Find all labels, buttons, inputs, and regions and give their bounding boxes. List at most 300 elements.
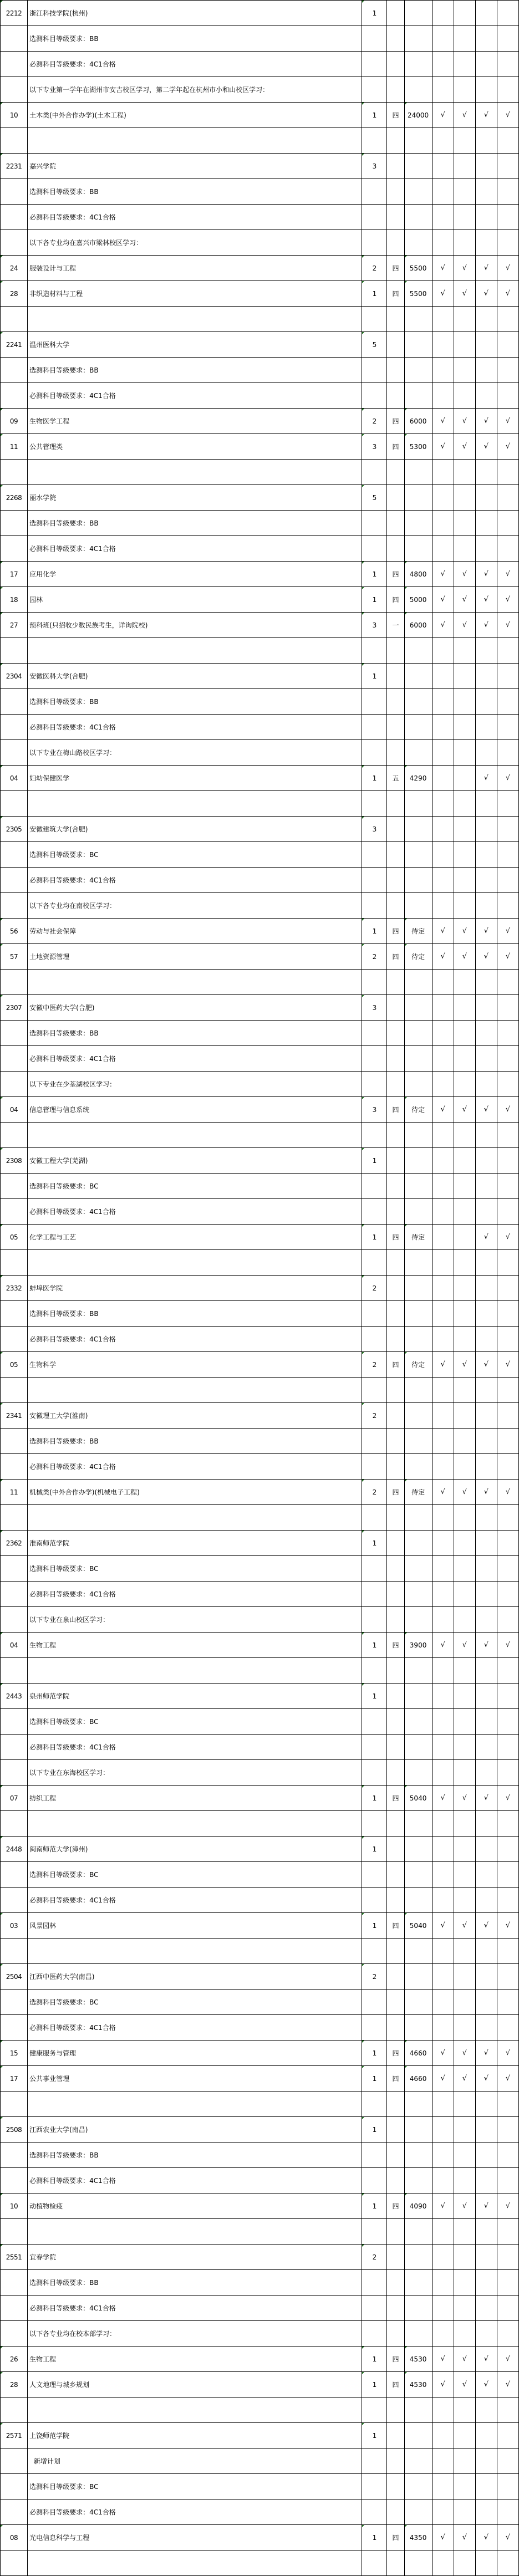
check-cell [475, 1480, 497, 1505]
fee-cell [404, 1939, 432, 1964]
years-cell [387, 2117, 404, 2143]
check-cell [432, 2474, 454, 2500]
check-cell [497, 893, 518, 919]
fee-cell [404, 970, 432, 995]
check-cell [475, 511, 497, 536]
years-cell [387, 2015, 404, 2041]
check-cell [497, 638, 518, 664]
check-cell [454, 638, 475, 664]
quota-cell [362, 1199, 387, 1225]
code-cell: 05 [1, 1352, 28, 1378]
check-cell [497, 460, 518, 485]
check-cell [432, 1556, 454, 1582]
check-cell [497, 1862, 518, 1888]
years-cell [387, 332, 404, 358]
code-cell [1, 2449, 28, 2474]
check-cell [454, 52, 475, 77]
fee-cell: 4530 [404, 2347, 432, 2372]
major-row [1, 1633, 519, 1658]
check-cell [432, 2143, 454, 2168]
check-cell [475, 766, 497, 791]
check-cell [432, 1225, 454, 1250]
check-cell [454, 1352, 475, 1378]
note-cell [28, 791, 362, 817]
check-mark-icon: √ [462, 264, 467, 272]
quota-cell [362, 1046, 387, 1072]
school-name-cell: 泉州师范学院 [28, 1684, 362, 1709]
check-cell [432, 970, 454, 995]
check-cell [475, 1505, 497, 1531]
note-cell: 必测科目等级要求：4C1合格 [28, 2168, 362, 2194]
check-cell [475, 1582, 497, 1607]
check-cell [432, 944, 454, 970]
check-cell [475, 1148, 497, 1174]
major-row [1, 1913, 519, 1939]
code-cell [1, 1939, 28, 1964]
check-mark-icon: √ [440, 289, 445, 298]
quota-cell: 5 [362, 332, 387, 358]
check-cell [475, 1684, 497, 1709]
code-cell [1, 2321, 28, 2347]
note-row [1, 2296, 519, 2321]
check-mark-icon: √ [440, 2074, 445, 2083]
major-row [1, 103, 519, 128]
code-cell: 10 [1, 103, 28, 128]
check-cell [475, 562, 497, 587]
check-mark-icon: √ [505, 927, 511, 935]
check-mark-icon: √ [462, 1360, 467, 1369]
check-cell [497, 1888, 518, 1913]
check-cell [454, 1327, 475, 1352]
check-cell [475, 1046, 497, 1072]
check-mark-icon: √ [505, 595, 511, 604]
check-cell [454, 2398, 475, 2423]
check-cell [475, 256, 497, 281]
code-cell: 56 [1, 919, 28, 944]
check-cell [454, 154, 475, 179]
check-cell [432, 2066, 454, 2092]
check-mark-icon: √ [484, 595, 489, 604]
check-cell [454, 715, 475, 740]
code-cell [1, 307, 28, 332]
check-cell [497, 409, 518, 434]
note-cell [28, 2398, 362, 2423]
check-cell [475, 2219, 497, 2245]
quota-cell [362, 638, 387, 664]
quota-cell: 1 [362, 1837, 387, 1862]
major-row [1, 281, 519, 307]
check-cell [475, 1735, 497, 1760]
check-mark-icon: √ [505, 1233, 511, 1241]
check-cell [497, 281, 518, 307]
check-cell [497, 1505, 518, 1531]
years-cell: 四 [387, 2347, 404, 2372]
check-cell [432, 1607, 454, 1633]
school-name-cell: 丽水学院 [28, 485, 362, 511]
check-mark-icon: √ [462, 111, 467, 119]
note-row [1, 2449, 519, 2474]
note-row [1, 1454, 519, 1480]
code-cell [1, 230, 28, 256]
code-cell: 2362 [1, 1531, 28, 1556]
code-cell [1, 2015, 28, 2041]
check-mark-icon: √ [462, 2074, 467, 2083]
years-cell [387, 77, 404, 103]
check-cell [454, 1072, 475, 1097]
check-cell [432, 2423, 454, 2449]
check-cell [454, 26, 475, 52]
code-cell: 04 [1, 766, 28, 791]
code-cell: 28 [1, 2372, 28, 2398]
check-cell [475, 2245, 497, 2270]
check-cell [432, 2194, 454, 2219]
fee-cell [404, 1531, 432, 1556]
code-cell [1, 1301, 28, 1327]
quota-cell [362, 1021, 387, 1046]
check-cell [454, 1097, 475, 1123]
years-cell: 四 [387, 1225, 404, 1250]
check-cell [454, 791, 475, 817]
check-mark-icon: √ [462, 1105, 467, 1114]
check-cell [497, 1658, 518, 1684]
code-cell: 2332 [1, 1276, 28, 1301]
blank-row [1, 1505, 519, 1531]
check-cell [432, 2551, 454, 2576]
fee-cell [404, 128, 432, 154]
check-cell [475, 2347, 497, 2372]
check-mark-icon: √ [484, 111, 489, 119]
check-cell [497, 511, 518, 536]
major-row [1, 2347, 519, 2372]
check-cell [475, 919, 497, 944]
years-cell: 五 [387, 766, 404, 791]
check-cell [497, 766, 518, 791]
quota-cell: 2 [362, 1964, 387, 1990]
check-mark-icon: √ [462, 442, 467, 451]
quota-cell: 5 [362, 485, 387, 511]
code-cell [1, 358, 28, 383]
fee-cell: 4800 [404, 562, 432, 587]
note-cell [28, 1811, 362, 1837]
years-cell [387, 1378, 404, 1403]
check-cell [475, 1225, 497, 1250]
code-cell [1, 791, 28, 817]
check-cell [454, 2066, 475, 2092]
years-cell [387, 1990, 404, 2015]
check-cell [475, 970, 497, 995]
check-cell [432, 511, 454, 536]
fee-cell [404, 2474, 432, 2500]
check-cell [475, 1990, 497, 2015]
check-mark-icon: √ [440, 2380, 445, 2389]
years-cell: 四 [387, 2041, 404, 2066]
quota-cell [362, 77, 387, 103]
check-cell [497, 919, 518, 944]
years-cell: 四 [387, 1480, 404, 1505]
years-cell [387, 1174, 404, 1199]
blank-row [1, 460, 519, 485]
note-row [1, 2500, 519, 2525]
fee-cell [404, 1327, 432, 1352]
major-row [1, 2372, 519, 2398]
quota-cell: 1 [362, 766, 387, 791]
code-cell: 03 [1, 1913, 28, 1939]
quota-cell: 1 [362, 1633, 387, 1658]
years-cell [387, 1327, 404, 1352]
check-mark-icon: √ [505, 2380, 511, 2389]
school-row [1, 1531, 519, 1556]
check-cell [475, 791, 497, 817]
check-cell [475, 2551, 497, 2576]
check-cell [432, 2015, 454, 2041]
quota-cell: 1 [362, 103, 387, 128]
fee-cell [404, 1250, 432, 1276]
note-cell: 选测科目等级要求：BB [28, 1021, 362, 1046]
note-row [1, 2015, 519, 2041]
quota-cell [362, 1429, 387, 1454]
check-cell [432, 536, 454, 562]
check-cell [475, 307, 497, 332]
check-cell [497, 715, 518, 740]
check-cell [432, 485, 454, 511]
check-cell [497, 332, 518, 358]
check-mark-icon: √ [462, 1921, 467, 1930]
check-cell [475, 689, 497, 715]
fee-cell [404, 2398, 432, 2423]
years-cell [387, 2500, 404, 2525]
check-cell [432, 77, 454, 103]
quota-cell [362, 1990, 387, 2015]
check-cell [475, 1454, 497, 1480]
check-mark-icon: √ [505, 2074, 511, 2083]
fee-cell: 5500 [404, 281, 432, 307]
years-cell [387, 1709, 404, 1735]
quota-cell [362, 460, 387, 485]
fee-cell: 4660 [404, 2066, 432, 2092]
check-cell [432, 1429, 454, 1454]
check-cell [497, 307, 518, 332]
major-name-cell: 健康服务与管理 [28, 2041, 362, 2066]
fee-cell [404, 1174, 432, 1199]
check-cell [497, 103, 518, 128]
check-cell [454, 995, 475, 1021]
check-cell [497, 817, 518, 842]
check-cell [432, 664, 454, 689]
note-row [1, 1556, 519, 1582]
check-cell [454, 817, 475, 842]
code-cell: 2212 [1, 1, 28, 26]
fee-cell [404, 1888, 432, 1913]
major-row [1, 562, 519, 587]
quota-cell [362, 1174, 387, 1199]
check-cell [475, 2194, 497, 2219]
years-cell [387, 1250, 404, 1276]
quota-cell [362, 1607, 387, 1633]
code-cell [1, 1454, 28, 1480]
check-mark-icon: √ [484, 442, 489, 451]
check-cell [454, 1429, 475, 1454]
note-row [1, 1046, 519, 1072]
note-cell: 必测科目等级要求：4C1合格 [28, 1888, 362, 1913]
check-cell [475, 383, 497, 409]
check-cell [432, 1378, 454, 1403]
quota-cell: 1 [362, 2117, 387, 2143]
quota-cell: 2 [362, 409, 387, 434]
school-name-cell: 江西农业大学(南昌) [28, 2117, 362, 2143]
code-cell: 24 [1, 256, 28, 281]
check-cell [475, 128, 497, 154]
check-mark-icon: √ [484, 1360, 489, 1369]
check-mark-icon: √ [505, 621, 511, 629]
quota-cell [362, 1811, 387, 1837]
major-name-cell: 园林 [28, 587, 362, 613]
school-name-cell: 蚌埠医学院 [28, 1276, 362, 1301]
check-mark-icon: √ [505, 442, 511, 451]
code-cell: 2504 [1, 1964, 28, 1990]
fee-cell [404, 1607, 432, 1633]
check-mark-icon: √ [440, 1641, 445, 1649]
check-mark-icon: √ [462, 621, 467, 629]
check-mark-icon: √ [484, 621, 489, 629]
fee-cell [404, 2143, 432, 2168]
check-cell [475, 409, 497, 434]
check-cell [497, 358, 518, 383]
years-cell: 一 [387, 613, 404, 638]
years-cell: 四 [387, 2525, 404, 2551]
check-cell [475, 2168, 497, 2194]
check-cell [432, 1021, 454, 1046]
check-cell [475, 2449, 497, 2474]
major-row [1, 587, 519, 613]
check-mark-icon: √ [505, 2355, 511, 2363]
years-cell [387, 740, 404, 766]
check-mark-icon: √ [462, 2380, 467, 2389]
school-row [1, 1148, 519, 1174]
check-mark-icon: √ [505, 264, 511, 272]
note-cell: 选测科目等级要求：BC [28, 1709, 362, 1735]
major-name-cell: 公共管理类 [28, 434, 362, 460]
check-cell [497, 1990, 518, 2015]
check-cell [454, 1862, 475, 1888]
code-cell: 2268 [1, 485, 28, 511]
check-cell [497, 1097, 518, 1123]
code-cell [1, 1429, 28, 1454]
check-cell [497, 2015, 518, 2041]
note-cell: 必测科目等级要求：4C1合格 [28, 2015, 362, 2041]
check-cell [454, 1046, 475, 1072]
school-row [1, 1403, 519, 1429]
check-cell [475, 1607, 497, 1633]
check-cell [475, 1709, 497, 1735]
quota-cell [362, 2551, 387, 2576]
check-cell [497, 2321, 518, 2347]
code-cell [1, 1378, 28, 1403]
note-cell: 必测科目等级要求：4C1合格 [28, 2500, 362, 2525]
quota-cell [362, 715, 387, 740]
check-cell [497, 2474, 518, 2500]
school-row [1, 154, 519, 179]
check-cell [432, 2219, 454, 2245]
fee-cell [404, 1021, 432, 1046]
check-cell [497, 2041, 518, 2066]
check-cell [475, 2500, 497, 2525]
quota-cell: 1 [362, 664, 387, 689]
check-cell [454, 77, 475, 103]
check-cell [497, 2296, 518, 2321]
check-cell [432, 2296, 454, 2321]
fee-cell [404, 2168, 432, 2194]
note-cell: 选测科目等级要求：BC [28, 1990, 362, 2015]
quota-cell [362, 868, 387, 893]
check-cell [497, 1148, 518, 1174]
check-mark-icon: √ [484, 1488, 489, 1496]
check-cell [475, 1760, 497, 1786]
check-cell [454, 1174, 475, 1199]
check-cell [432, 740, 454, 766]
note-row [1, 179, 519, 205]
major-name-cell: 人文地理与城乡规划 [28, 2372, 362, 2398]
quota-cell [362, 179, 387, 205]
quota-cell: 2 [362, 1276, 387, 1301]
check-mark-icon: √ [462, 927, 467, 935]
note-cell [28, 1505, 362, 1531]
major-name-cell: 动植物检疫 [28, 2194, 362, 2219]
check-cell [432, 1352, 454, 1378]
check-cell [475, 868, 497, 893]
check-cell [454, 409, 475, 434]
major-name-cell: 生物医学工程 [28, 409, 362, 434]
check-cell [475, 434, 497, 460]
major-row [1, 2525, 519, 2551]
years-cell: 四 [387, 2194, 404, 2219]
fee-cell [404, 1658, 432, 1684]
note-cell: 选测科目等级要求：BB [28, 2143, 362, 2168]
check-cell [497, 1174, 518, 1199]
check-cell [454, 2143, 475, 2168]
check-cell [454, 1250, 475, 1276]
check-cell [454, 1021, 475, 1046]
check-cell [497, 154, 518, 179]
check-cell [454, 919, 475, 944]
check-mark-icon: √ [505, 952, 511, 961]
check-cell [475, 2092, 497, 2117]
check-cell [454, 2551, 475, 2576]
check-cell [454, 1148, 475, 1174]
check-cell [454, 2296, 475, 2321]
check-cell [454, 2270, 475, 2296]
note-row [1, 52, 519, 77]
note-cell: 选测科目等级要求：BB [28, 358, 362, 383]
note-cell: 必测科目等级要求：4C1合格 [28, 1582, 362, 1607]
check-cell [497, 434, 518, 460]
check-cell [475, 332, 497, 358]
check-cell [454, 766, 475, 791]
major-row [1, 1352, 519, 1378]
check-cell [432, 1097, 454, 1123]
check-mark-icon: √ [505, 1360, 511, 1369]
code-cell [1, 1658, 28, 1684]
check-cell [432, 2525, 454, 2551]
quota-cell [362, 1301, 387, 1327]
fee-cell [404, 1301, 432, 1327]
quota-cell [362, 1072, 387, 1097]
code-cell [1, 536, 28, 562]
check-cell [454, 1454, 475, 1480]
check-cell [475, 587, 497, 613]
check-cell [497, 77, 518, 103]
check-cell [454, 511, 475, 536]
fee-cell [404, 179, 432, 205]
